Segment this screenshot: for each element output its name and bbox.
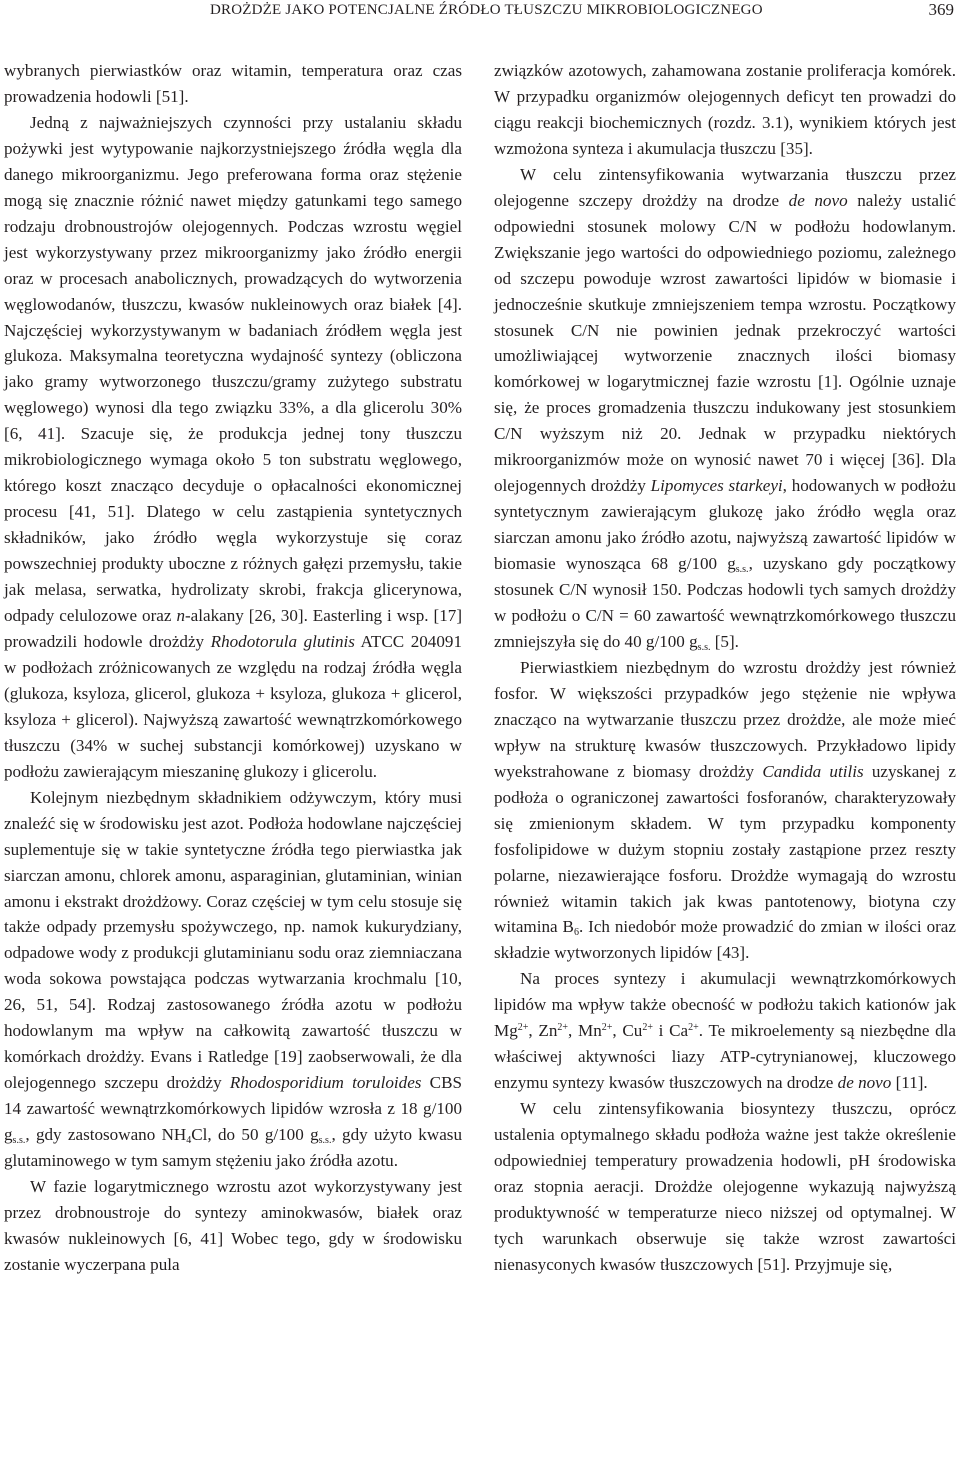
paragraph bbox=[4, 1174, 462, 1278]
running-head: DROŻDŻE JAKO POTENCJALNE ŹRÓDŁO TŁUSZCZU MIKROBIOLOGICZNEGO bbox=[210, 2, 763, 18]
text-run: n bbox=[176, 606, 185, 626]
text-run: uzyskanej z podłoża o ograniczonej zawartości fosforanów, charakteryzowały się zmienionym składem. W tym przypadku komponenty fosfolipidowe w dużym stopniu zostały zastąpione przez reszty polarne, niezawierające fosforu. Drożdże wymagają do wzrostu również witamin takich jak kwas pantotenowy, biotyna czy witamina B bbox=[494, 761, 957, 937]
text-run: 2+ bbox=[601, 1022, 613, 1034]
text-run: 6 bbox=[573, 927, 579, 939]
text-run: de novo bbox=[788, 190, 848, 210]
text-run: W celu zintensyfikowania biosyntezy tłuszczu, oprócz ustalenia optymalnego składu podłoża ważne jest także określenie odpowiedniej temperatury prowadzenia hodowli, pH środowiska oraz stopnia aeracji. Drożdże olejogenne wykazują najwyższą produktywność w temperaturze nieco niższej od optymalnej. W tych warunkach obserwuje się także wzrost zawartości nienasyconych kwasów tłuszczowych [51]. Przyjmuje się, bbox=[494, 1099, 956, 1274]
text-run: , Cu bbox=[612, 1021, 643, 1041]
text-run: Jedną z najważniejszych czynności przy ustalaniu składu pożywki jest wytypowanie najkorzystniejszego źródła węgla dla danego mikroorganizmu. Jego preferowana forma oraz stężenie mogą się znacznie różnić nawet między gatunkami tego samego rodzaju drobnoustrojów olejogennych. Podczas wzrostu węgiel jest wykorzystywany przez mikroorganizmy jako źródło energii oraz w procesach anabolicznych, prowadzących do wytworzenia węglowodanów, tłuszczu, kwasów nukleinowych oraz białek [4]. Najczęściej wykorzystywanym w badaniach źródłem węgla jest glukoza. Maksymalna teoretyczna wydajność syntezy (obliczona jako gramy wytworzonego tłuszczu/gramy zużytego substratu węglowego) wynosi dla tego związku 33%, a dla glicerolu 30% [6, 41]. Szacuje się, że produkcja jednej tony tłuszczu mikrobiologicznego wymaga około 5 ton substratu węglowego, którego koszt znacząco decyduje o opłacalności ekonomicznej procesu [41, 51]. Dlatego w celu zastąpienia syntetycznych składników, jako źródło węgla wykorzystuje się coraz powszechniej produkty uboczne z różnych gałęzi przemysłu, takie jak melasa, serwatka, hydrolizaty skrobi, frakcja glicerynowa, odpady celulozowe oraz bbox=[4, 112, 462, 626]
text-run: de novo bbox=[837, 1073, 892, 1093]
text-run: wybranych pierwiastków oraz witamin, temperatura oraz czas prowadzenia hodowli [51]. bbox=[4, 61, 462, 106]
text-run: s.s. bbox=[318, 1135, 332, 1147]
text-run: Kolejnym niezbędnym składnikiem odżywczym, który musi znaleźć się w środowisku jest azot. Podłoża hodowlane najczęściej suplementuje się w takie syntetyczne źródła tego pierwiastka jak siarczan amonu, chlorek amonu, asparaginian, glutaminian, winian amonu i ekstrakt drożdżowy. Coraz częściej w tym celu stosuje się także odpady przemysłu spożywczego, np. namok kukurydziany, odpadowe wody z produkcji glutaminianu sodu oraz ziemniaczana woda sokowa powstająca podczas wytwarzania krochmalu [10, 26, 51, 54]. Rodzaj zastosowanego źródła azotu w podłożu hodowlanym ma wpływ na całkowitą zawartość tłuszczu w komórkach drożdży. Evans i Ratledge [19] zaobserwowali, że dla olejogennego szczepu drożdży bbox=[4, 787, 462, 1093]
paragraph bbox=[494, 58, 956, 162]
page-number: 369 bbox=[928, 0, 954, 19]
text-run: , Mn bbox=[568, 1021, 602, 1041]
paragraph bbox=[4, 58, 462, 110]
paragraph bbox=[494, 1096, 956, 1278]
text-run: , Zn bbox=[528, 1021, 558, 1041]
left-column bbox=[4, 58, 462, 1278]
page-header bbox=[0, 0, 960, 40]
text-run: Cl, do 50 g/100 g bbox=[191, 1125, 319, 1145]
text-run: s.s. bbox=[12, 1135, 26, 1147]
text-run: , gdy zastosowano NH bbox=[25, 1125, 187, 1145]
text-run: CBS 14 zawartość wewnątrzkomórkowych lipidów wzrosła z 18 g/100 g bbox=[4, 1073, 462, 1145]
text-run: . Te mikroelementy są niezbędne dla właściwej aktywności liazy ATP-cytrynianowej, kluczowego enzymu syntezy kwasów tłuszczowych na drodze bbox=[494, 1021, 956, 1093]
text-run: 2+ bbox=[688, 1022, 699, 1034]
text-run: , hodowanych w podłożu syntetycznym zawierającym glukozę jako źródło węgla oraz siarczan amonu jako źródło azotu, najwyższą zawartość lipidów w biomasie wynosząca 68 g/100 g bbox=[494, 476, 956, 574]
text-run: . Ich niedobór może prowadzić do zmian w ilości oraz składzie wytworzonych lipidów [43]. bbox=[494, 917, 956, 963]
text-run: i Ca bbox=[652, 1021, 689, 1041]
text-run: należy ustalić odpowiedni stosunek molowy C/N w podłożu hodowlanym. Zwiększanie jego wartości do odpowiedniego poziomu, zależnego od szczepu powoduje wzrost zawartości lipidów w biomasie i jednocześnie skutkuje zmniejszeniem tempa wzrostu. Początkowy stosunek C/N nie powinien jednak przekroczyć wartości umożliwiającej wytworzenie znacznych ilości biomasy komórkowej w logarytmicznej fazie wzrostu [1]. Ogólnie uznaje się, że proces gromadzenia tłuszczu indukowany jest stosunkiem C/N wyższym niż 20. Jednak w przypadku niektórych mikroorganizmów może on wynosić nawet 70 i więcej [36]. Dla olejogennych drożdży bbox=[494, 190, 957, 496]
species-name: Rhodotorula glutinis bbox=[210, 631, 355, 651]
paragraph bbox=[4, 785, 462, 1174]
text-run: Na proces syntezy i akumulacji wewnątrzkomórkowych lipidów ma wpływ także obecność w podłożu takich kationów jak Mg bbox=[494, 969, 956, 1041]
text-run: 2+ bbox=[517, 1022, 529, 1034]
text-run: związków azotowych, zahamowana zostanie proliferacja komórek. W przypadku organizmów olejogennych deficyt ten prowadzi do ciągu reakcji biochemicznych (rozdz. 3.1), wynikiem których jest wzmożona synteza i akumulacja tłuszczu [35]. bbox=[494, 61, 956, 158]
text-run: 2+ bbox=[557, 1022, 569, 1034]
text-run: W celu zintensyfikowania wytwarzania tłuszczu przez olejogenne szczepy drożdży na drodze bbox=[494, 164, 956, 210]
text-run: 2+ bbox=[642, 1022, 653, 1034]
text-run: , uzyskano gdy początkowy stosunek C/N wynosił 150. Podczas hodowli tych samych drożdży w podłożu o C/N = 60 zawartość wewnątrzkomórkowego tłuszczu zmniejszyła się do 40 g/100 g bbox=[494, 554, 956, 651]
paragraph bbox=[4, 110, 462, 785]
paragraph bbox=[494, 966, 956, 1096]
right-column bbox=[494, 58, 956, 1278]
text-run: Pierwiastkiem niezbędnym do wzrostu drożdży jest również fosfor. W większości przypadków jego stężenie nie wpływa znacząco na wytwarzanie tłuszczu przez drożdże, ale może mieć wpływ na strukturę kwasów tłuszczowych. Przykładowo lipidy wyekstrahowane z biomasy drożdży bbox=[494, 657, 956, 781]
paragraph bbox=[494, 162, 956, 655]
species-name: Lipomyces starkeyi bbox=[650, 476, 783, 496]
text-run: [5]. bbox=[710, 631, 739, 651]
text-run: 4 bbox=[186, 1135, 192, 1147]
text-run: W fazie logarytmicznego wzrostu azot wykorzystywany jest przez drobnoustroje do syntezy aminokwasów, białek oraz kwasów nukleinowych [6, 41] Wobec tego, gdy w środowisku zostanie wyczerpana pula bbox=[4, 1176, 462, 1274]
species-name: Rhodosporidium toruloides bbox=[229, 1073, 422, 1093]
text-run: [11]. bbox=[891, 1073, 928, 1093]
paragraph bbox=[494, 655, 956, 966]
text-run: ATCC 204091 w podłożach zróżnicowanych ze względu na rodzaj źródła węgla (glukoza, ksyloza, glicerol, glukoza + ksyloza, glukoza + glicerol, ksyloza + glicerol). Najwyższą zawartość wewnątrzkomórkowego tłuszczu (34% w suchej substancji komórkowej) uzyskano w podłożu zawierającym mieszaninę glukozy i glicerolu. bbox=[4, 631, 462, 781]
text-run: , gdy użyto kwasu glutaminowego w tym samym stężeniu jako źródła azotu. bbox=[4, 1125, 462, 1171]
text-run: s.s. bbox=[735, 564, 749, 576]
species-name: Candida utilis bbox=[762, 761, 864, 781]
text-run: s.s. bbox=[697, 641, 711, 653]
text-run: -alakany [26, 30]. Easterling i wsp. [17] prowadzili hodowle drożdży bbox=[4, 606, 463, 651]
